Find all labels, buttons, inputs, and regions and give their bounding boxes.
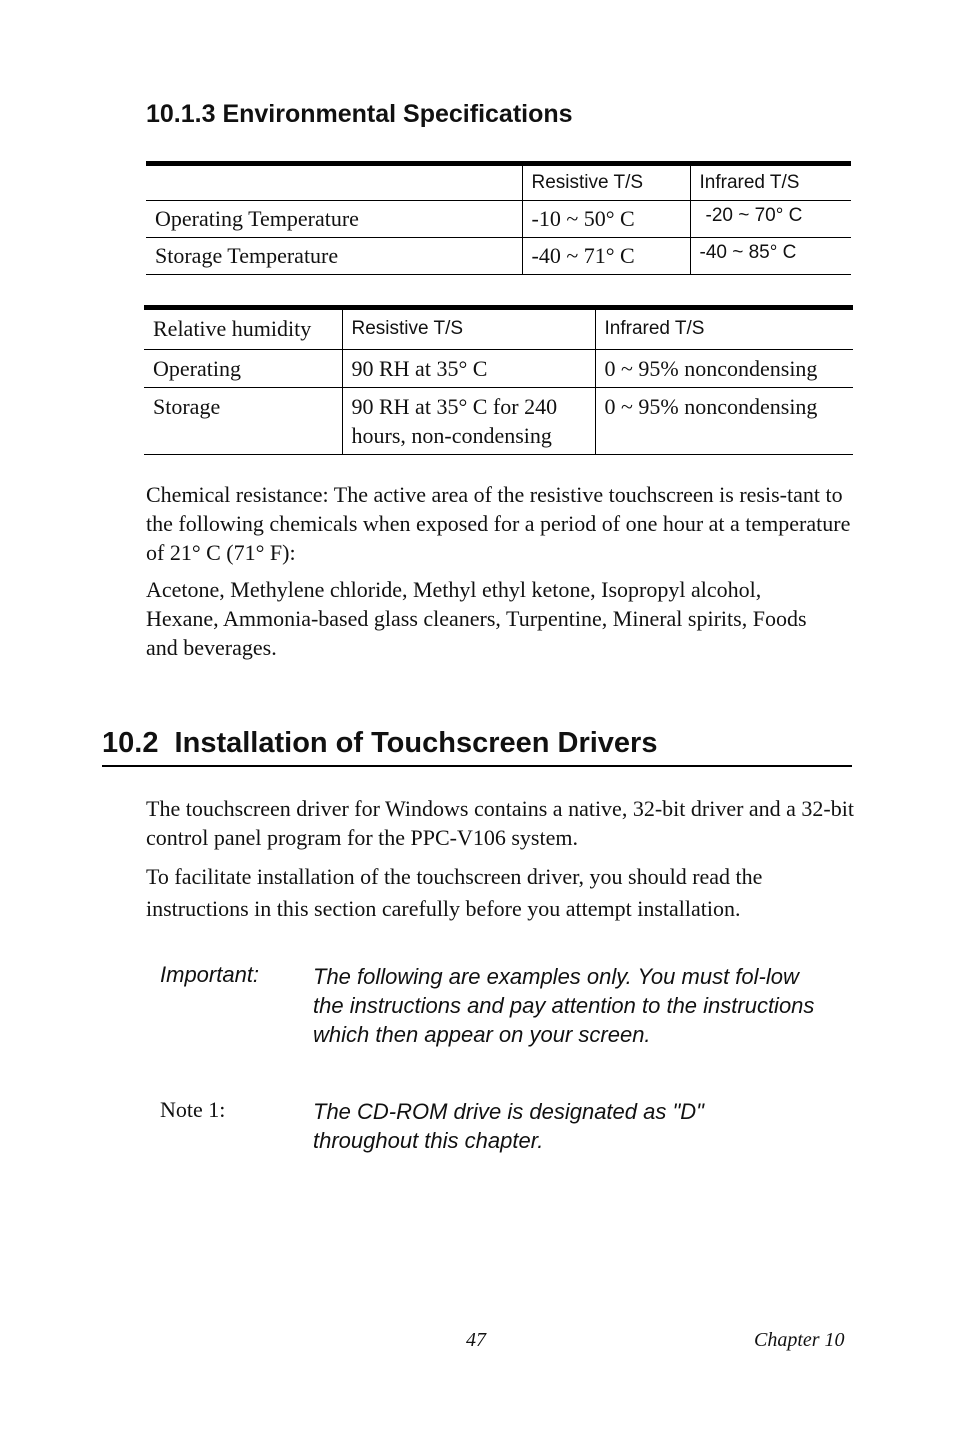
chemical-resistance-paragraph: Chemical resistance: The active area of the resistive touchscreen is resis-tant to the following chemicals when exposed for a period of one hour at a temperature of 21° C (71° F):	[146, 482, 851, 565]
driver-intro-paragraph: The touchscreen driver for Windows contains a native, 32-bit driver and a 32-bit control panel program for the PPC-V106 system.	[146, 796, 854, 850]
table-header-row	[146, 164, 851, 201]
table-row	[146, 201, 851, 238]
table-header-cell: Resistive T/S	[342, 308, 595, 350]
table-row	[144, 388, 853, 455]
temperature-table	[146, 161, 851, 275]
note1-text: The CD-ROM drive is designated as "D" throughout this chapter.	[313, 1099, 704, 1153]
table-cell: Storage Temperature	[146, 238, 522, 275]
section-heading: 10.2 Installation of Touchscreen Drivers	[102, 727, 658, 759]
table-header-cell: Infrared T/S	[690, 164, 851, 201]
table-cell: 90 RH at 35° C	[342, 350, 595, 388]
important-text: The following are examples only. You must fol-low the instructions and pay attention to the instructions which then appear on your screen.	[313, 964, 815, 1047]
note1-label: Note 1:	[160, 1097, 226, 1122]
page-number: 47	[466, 1329, 486, 1351]
table-header-cell	[146, 164, 522, 201]
section-divider	[102, 765, 852, 767]
table-cell: -10 ~ 50° C	[522, 201, 690, 238]
table-cell: -40 ~ 71° C	[522, 238, 690, 275]
table-header-cell: Infrared T/S	[595, 308, 853, 350]
table-row	[144, 350, 853, 388]
important-label: Important:	[160, 962, 260, 987]
table-header-cell: Resistive T/S	[522, 164, 690, 201]
chemicals-list-paragraph: Acetone, Methylene chloride, Methyl ethyl ketone, Isopropyl alcohol, Hexane, Ammonia-based glass cleaners, Turpentine, Mineral spirits, Foods and beverages.	[146, 577, 807, 660]
table-cell: -20 ~ 70° C	[690, 201, 851, 238]
table-cell: Operating Temperature	[146, 201, 522, 238]
chapter-label: Chapter 10	[754, 1329, 845, 1351]
table-header-cell: Relative humidity	[144, 308, 342, 350]
driver-instructions-paragraph: To facilitate installation of the touchscreen driver, you should read the instructions in this section carefully before you attempt installation.	[146, 864, 763, 921]
subsection-heading: 10.1.3 Environmental Specifications	[146, 100, 573, 128]
humidity-table	[144, 305, 853, 455]
table-cell: 0 ~ 95% noncondensing	[595, 350, 853, 388]
table-cell: 0 ~ 95% noncondensing	[595, 388, 853, 455]
table-cell: 90 RH at 35° C for 240 hours, non-condensing	[342, 388, 595, 455]
table-header-row	[144, 308, 853, 350]
table-cell: Storage	[144, 388, 342, 455]
table-row	[146, 238, 851, 275]
table-cell: Operating	[144, 350, 342, 388]
table-cell: -40 ~ 85° C	[690, 238, 851, 275]
